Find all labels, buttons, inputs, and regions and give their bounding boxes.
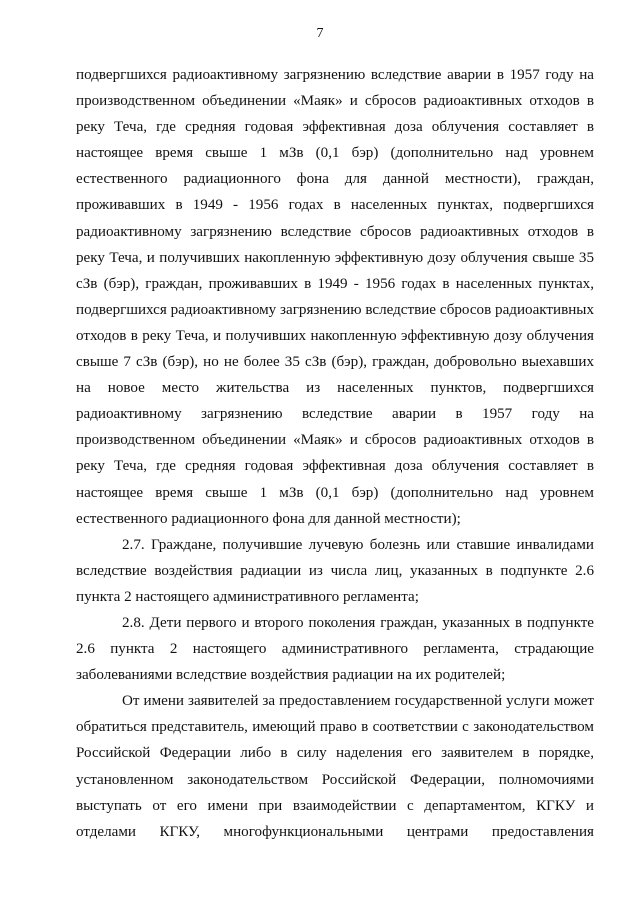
document-body — [76, 62, 594, 845]
page-number: 7 — [316, 26, 324, 41]
paragraph-continuation-2-6: подвергшихся радиоактивному загрязнению вследствие аварии в 1957 году на производственном объединении «Маяк» и сбросов радиоактивных отходов в реку Теча, где средняя годовая эффективная доза облучения составляет в настоящее время свыше 1 мЗв (0,1 бэр) (дополнительно над уровнем естественного радиационного фона для данной местности), граждан, проживавших в 1949 - 1956 годах в населенных пунктах, подвергшихся радиоактивному загрязнению вследствие сбросов радиоактивных отходов в реку Теча, и получивших накопленную эффективную дозу облучения свыше 35 сЗв (бэр), граждан, проживавших в 1949 - 1956 годах в населенных пунктах, подвергшихся радиоактивному загрязнению вследствие сбросов радиоактивных отходов в реку Теча, и получивших накопленную эффективную дозу облучения свыше 7 сЗв (бэр), но не более 35 сЗв (бэр), граждан, добровольно выехавших на новое место жительства из населенных пунктов, подвергшихся радиоактивному загрязнению вследствие аварии в 1957 году на производственном объединении «Маяк» и сбросов радиоактивных отходов в реку Теча, где средняя годовая эффективная доза облучения составляет в настоящее время свыше 1 мЗв (0,1 бэр) (дополнительно над уровнем естественного радиационного фона для данной местности); — [76, 67, 594, 527]
paragraph-representative: От имени заявителей за предоставлением государственной услуги может обратиться представитель, имеющий право в соответствии с законодательством Российской Федерации либо в силу наделения его заявителем в порядке, установленном законодательством Российской Федерации, полномочиями выступать от его имени при взаимодействии с департаментом, КГКУ и отделами КГКУ, многофункциональными центрами предоставления — [76, 693, 594, 840]
paragraph-2-8: 2.8. Дети первого и второго поколения граждан, указанных в подпункте 2.6 пункта 2 настоящего административного регламента, страдающие заболеваниями вследствие воздействия радиации на их родителей; — [76, 614, 594, 684]
paragraph-2-7: 2.7. Граждане, получившие лучевую болезнь или ставшие инвалидами вследствие воздействия радиации из числа лиц, указанных в подпункте 2.6 пункта 2 настоящего административного регламента; — [76, 536, 594, 605]
